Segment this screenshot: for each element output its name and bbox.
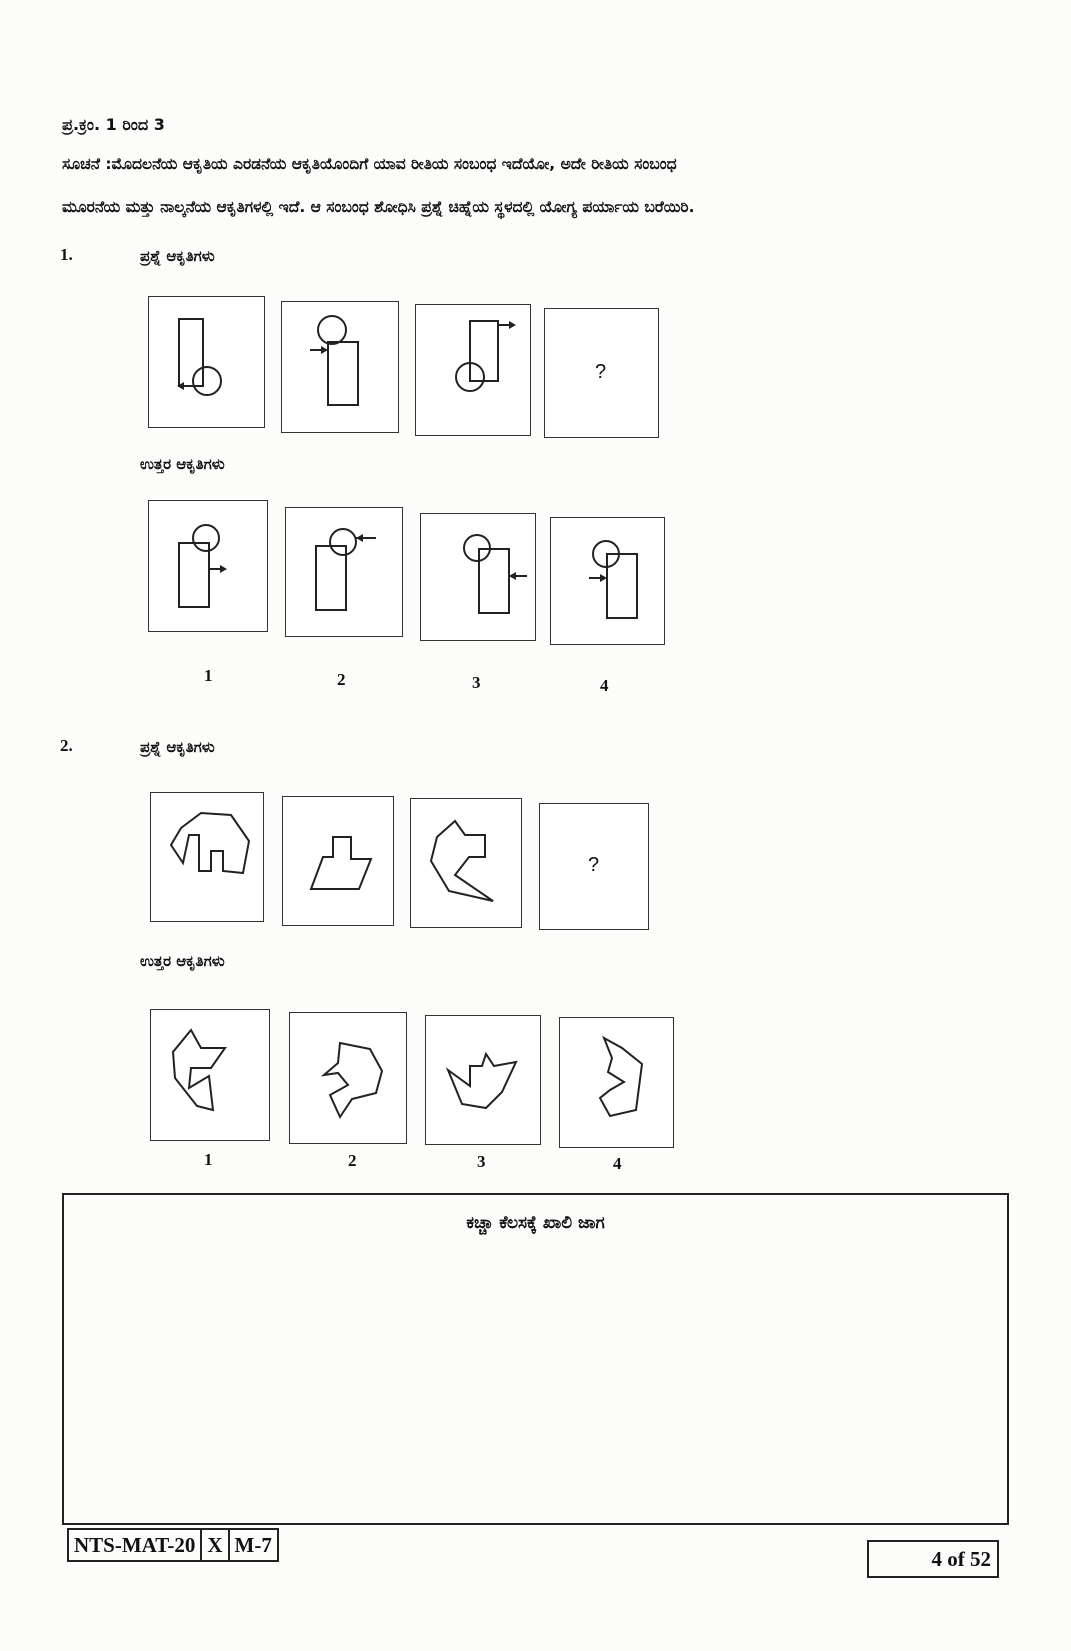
question-figures-label: ಪ್ರಶ್ನೆ ಆಕೃತಿಗಳು [140, 247, 215, 265]
q1-option-1[interactable] [148, 500, 268, 632]
q1-option-2[interactable] [285, 507, 403, 637]
question-number: 1. [60, 245, 73, 264]
option-label-1: 1 [204, 666, 213, 685]
exam-code-table [67, 1528, 279, 1562]
q2-option-3[interactable] [425, 1015, 541, 1145]
instruction-line-2: ಮೂರನೆಯ ಮತ್ತು ನಾಲ್ಕನೆಯ ಆಕೃತಿಗಳಲ್ಲಿ ಇದೆ. ಆ ಸಂಬಂಧ ಶೋಧಿಸಿ ಪ್ರಶ್ನೆ ಚಿಹ್ನೆಯ ಸ್ಥಳದಲ್ಲಿ ಯೋಗ್ಯ ಪರ್ಯಾಯ ಬರೆಯಿರಿ. [62, 198, 695, 216]
q2-option-1[interactable] [150, 1009, 270, 1141]
option-label-4: 4 [613, 1154, 622, 1173]
class-code: X [201, 1529, 228, 1561]
page-number: 4 of 52 [867, 1540, 999, 1578]
instruction-label: ಸೂಚನೆ : [62, 155, 112, 173]
rough-work-box [62, 1193, 1009, 1525]
q2-option-2[interactable] [289, 1012, 407, 1144]
option-label-4: 4 [600, 676, 609, 695]
q1-figure-4 [544, 308, 659, 438]
version-code: M-7 [229, 1529, 278, 1561]
question-mark: ? [588, 854, 600, 876]
q2-figure-3 [410, 798, 522, 928]
answer-figures-label: ಉತ್ತರ ಆಕೃತಿಗಳು [140, 455, 225, 473]
rough-work-title: ಕಚ್ಚಾ ಕೆಲಸಕ್ಕೆ ಖಾಲಿ ಜಾಗ [466, 1213, 605, 1233]
q2-figure-4 [539, 803, 649, 930]
option-label-3: 3 [477, 1152, 486, 1171]
q1-figure-2 [281, 301, 399, 433]
question-figures-label: ಪ್ರಶ್ನೆ ಆಕೃತಿಗಳು [140, 738, 215, 756]
option-label-2: 2 [337, 670, 346, 689]
option-label-1: 1 [204, 1150, 213, 1169]
q2-figure-2 [282, 796, 394, 926]
q1-option-3[interactable] [420, 513, 536, 641]
q1-figure-3 [415, 304, 531, 436]
exam-code: NTS-MAT-20 [68, 1529, 201, 1561]
question-number: 2. [60, 736, 73, 755]
q1-option-4[interactable] [550, 517, 665, 645]
instruction-line-2-wrapper [62, 198, 694, 217]
option-label-2: 2 [348, 1151, 357, 1170]
q1-figure-1 [148, 296, 265, 428]
q2-option-4[interactable] [559, 1017, 674, 1148]
option-label-3: 3 [472, 673, 481, 692]
instruction-line-1: ಮೊದಲನೆಯ ಆಕೃತಿಯ ಎರಡನೆಯ ಆಕೃತಿಯೊಂದಿಗೆ ಯಾವ ರೀತಿಯ ಸಂಬಂಧ ಇದೆಯೋ, ಅದೇ ರೀತಿಯ ಸಂಬಂಧ [111, 155, 677, 173]
question-range: ಪ್ರ.ಕ್ರಂ. 1 ರಿಂದ 3 [62, 115, 165, 134]
question-mark: ? [595, 361, 607, 383]
q2-figure-1 [150, 792, 264, 922]
answer-figures-label: ಉತ್ತರ ಆಕೃತಿಗಳು [140, 952, 225, 970]
instruction-text [62, 155, 677, 174]
